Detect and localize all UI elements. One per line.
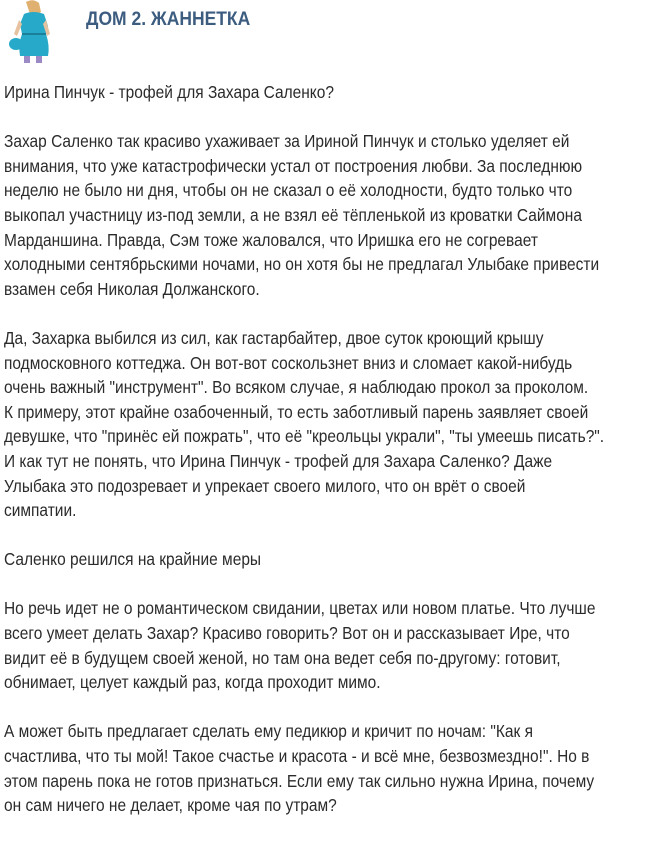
article-body <box>4 80 670 842</box>
text-line: этом парень пока не готов признаться. Если ему так сильно нужна Ирина, почему <box>4 770 595 791</box>
text-line: Марданшина. Правда, Сэм тоже жаловался, что Иришка его не согревает <box>4 229 538 250</box>
text-line: он сам ничего не делает, кроме чая по утрам? <box>4 795 337 816</box>
text-line: выкопал участницу из-под земли, а не взял её тёпленькой из кроватки Саймона <box>4 204 582 225</box>
text-line: Улыбака это подозревает и упрекает своего милого, что он врёт о своей <box>4 475 526 496</box>
text-line: видит её в будущем своей женой, но там она ведет себя по-другому: готовит, <box>4 647 561 668</box>
article-subheading <box>4 547 670 572</box>
avatar-woman-icon[interactable] <box>6 0 60 64</box>
text-line: неделю не было ни дня, чтобы он не сказал о её холодности, будто только что <box>4 180 573 201</box>
text-line: внимания, что уже катастрофически устал от построения любви. За последнюю <box>4 155 583 176</box>
text-line: обнимает, целует каждый раз, когда проходит мимо. <box>4 672 381 693</box>
text-line: А может быть предлагает сделать ему педикюр и кричит по ночам: "Как я <box>4 721 533 742</box>
text-line: К примеру, этот крайне озабоченный, то есть заботливый парень заявляет своей <box>4 401 589 422</box>
text-line: девушке, что "принёс ей пожрать", что её "креольцы украли", "ты умеешь писать?". <box>4 426 605 447</box>
text-line: очень важный "инструмент". Во всяком случае, я наблюдаю прокол за проколом. <box>4 377 589 398</box>
text-line: взамен себя Николая Должанского. <box>4 278 260 299</box>
text-line: всего умеет делать Захар? Красиво говорить? Вот он и рассказывает Ире, что <box>4 623 570 644</box>
text-line: Ирина Пинчук - трофей для Захара Саленко? <box>4 82 334 102</box>
text-line: Но речь идет не о романтическом свидании, цветах или новом платье. Что лучше <box>4 598 596 619</box>
group-title[interactable]: ДОМ 2. ЖАННЕТКА <box>86 9 251 30</box>
text-line: подмосковного коттеджа. Он вот-вот соскользнет вниз и сломает какой-нибудь <box>4 352 573 373</box>
text-line: счастлива, что ты мой! Такое счастье и красота - и всё мне, безвозмездно!". Но в <box>4 746 590 767</box>
text-line: Саленко решился на крайние меры <box>4 549 262 570</box>
article-subheading <box>4 80 670 105</box>
article-paragraph <box>4 326 670 523</box>
text-line: симпатии. <box>4 500 77 521</box>
article-paragraph <box>4 719 670 817</box>
text-line: холодными сентябрьскими ночами, но он хотя бы не предлагал Улыбаке привести <box>4 254 600 275</box>
text-line: Захар Саленко так красиво ухаживает за Ириной Пинчук и столько уделяет ей <box>4 131 570 152</box>
post-header <box>0 0 670 70</box>
article-paragraph <box>4 596 670 694</box>
article-paragraph <box>4 129 670 301</box>
text-line: Да, Захарка выбился из сил, как гастарбайтер, двое суток кроющий крышу <box>4 327 544 348</box>
text-line: И как тут не понять, что Ирина Пинчук - трофей для Захара Саленко? Даже <box>4 450 553 471</box>
